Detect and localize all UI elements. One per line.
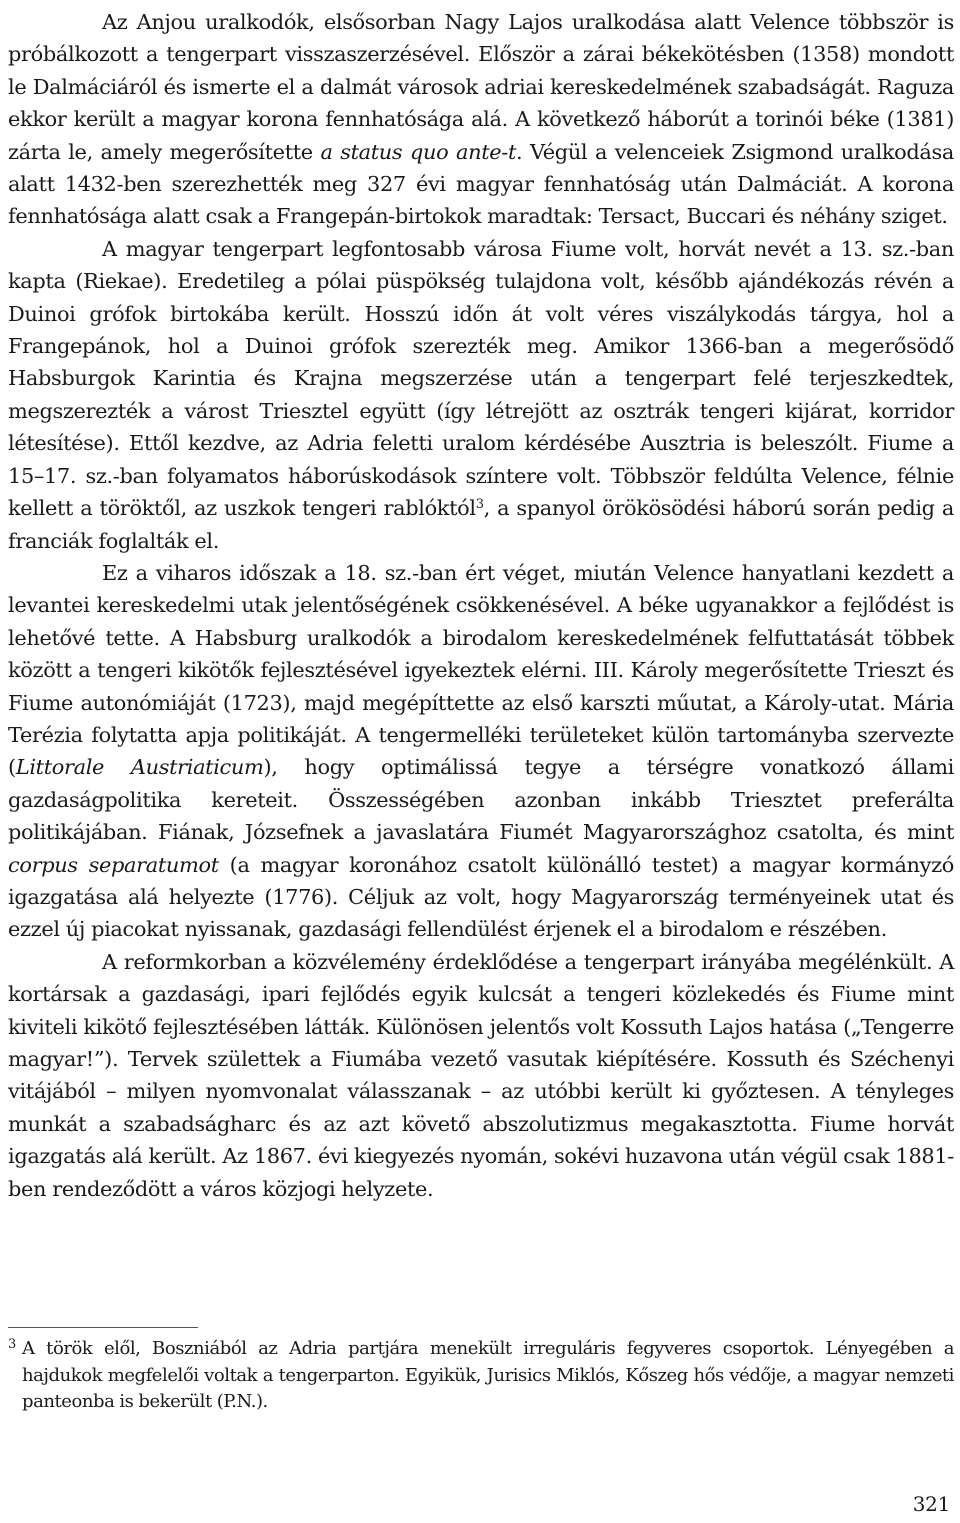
text-run: ), hogy optimálissá tegye a térségre vonatkozó állami gazdaságpolitika kereteit. Összességében azonban inkább Triesztet preferálta politikájában. Fiának, Józsefnek a javaslatára Fiumét Magyarországhoz csatolta, és mint — [8, 755, 954, 845]
text-run: A magyar tengerpart legfontosabb városa Fiume volt, horvát nevét a 13. sz.-ban kapta (Riekae). Eredetileg a pólai püspökség tulajdona volt, később ajándékozás révén a Duinoi grófok birtokába került. Hosszú időn át volt véres viszálykodás tárgya, hol a Frangepánok, hol a Duinoi grófok szerezték meg. Amikor 1366-ban a megerősödő Habsburgok Karintia és Krajna megszerzése után a tengerpart felé terjeszkedtek, megszerezték a várost Triesztel együtt (így létrejött az osztrák tengeri kijárat, korridor létesítése). Ettől kezdve, az Adria feletti uralom kérdésébe Ausztria is beleszólt. Fiume a 15–17. sz.-ban folyamatos háborúskodások színtere volt. Többször feldúlta Velence, félnie kellett a töröktől, az uszkok tengeri rablóktól — [8, 236, 954, 521]
footnote-text: A török elől, Boszniából az Adria partjára menekült irreguláris fegyveres csoportok. Lényegében a hajdukok megfelelői voltak a tengerparton. Egyikük, Jurisics Miklós, Kőszeg hős védője, a magyar nemzeti panteonba is bekerült (P.N.). — [22, 1338, 954, 1412]
text-run: Az Anjou uralkodók, elsősorban Nagy Lajos uralkodása alatt Velence többször is próbálkozott a tengerpart visszaszerzésével. Először a zárai békekötésben (1358) mondott le Dalmáciáról és ismerte el a dalmát városok adriai kereskedelmének szabadságát. Raguza ekkor került a magyar korona fennhatósága alá. A következő háborút a torinói béke (1381) zárta le, amely megerősítette — [8, 10, 954, 164]
text-run: , a spanyol örökösödési háború során pedig a franciák foglalták el. — [8, 496, 954, 553]
italic-text: Littorale Austriaticum — [15, 755, 264, 780]
text-run: . Végül a velenceiek Zsigmond uralkodása alatt 1432-ben szerezhették meg 327 évi magyar fennhatóság után Dalmáciát. A korona fennhatósága alatt csak a Frangepán-birtokok maradtak: Tersact, Buccari és néhány sziget. — [8, 139, 955, 229]
paragraph — [8, 6, 954, 233]
text-run: A reformkorban a közvélemény érdeklődése a tengerpart irányába megélénkült. A kortársak a gazdasági, ipari fejlődés egyik kulcsát a tengeri közlekedés és Fiume mint kiviteli kikötő fejlesztésében látták. Különösen jelentős volt Kossuth Lajos hatása („Tengerre magyar!”). Tervek születtek a Fiumába vezető vasutak kiépítésére. Kossuth és Széchenyi vitájából – milyen nyomvonalat válasszanak – az utóbbi került ki győztesen. A tényleges munkát a szabadságharc és az azt követő abszolutizmus megakasztotta. Fiume horvát igazgatás alá került. Az 1867. évi kiegyezés nyomán, sokévi huzavona után végül csak 1881-ben rendeződött a város közjogi helyzete. — [8, 949, 954, 1201]
body-text — [8, 6, 954, 1205]
footnote — [8, 1336, 954, 1416]
italic-text: a status quo ante-t — [320, 139, 517, 164]
footnote-mark: 3 — [8, 1337, 16, 1352]
text-run: Ez a viharos időszak a 18. sz.-ban ért véget, miután Velence hanyatlani kezdett a levantei kereskedelmi utak jelentőségének csökkenésével. A béke ugyanakkor a fejlődést is lehetővé tette. A Habsburg uralkodók a birodalom kereskedelmének felfuttatását többek között a tengeri kikötők fejlesztésével igyekeztek elérni. III. Károly megerősítette Trieszt és Fiume autonómiáját (1723), majd megépíttette az első karszti műutat, a Károly-utat. Mária Terézia folytatta apja politikáját. A tengermelléki területeket külön tartományba szervezte ( — [8, 560, 954, 780]
paragraph — [8, 946, 954, 1205]
footnote-reference: 3 — [475, 497, 484, 513]
text-run: (a magyar koronához csatolt különálló testet) a magyar kormányzó igazgatása alá helyezte (1776). Céljuk az volt, hogy Magyarország terményeinek utat és ezzel új piacokat nyissanak, gazdasági fellendülést érjenek el a birodalom e részében. — [8, 852, 955, 942]
page-number: 321 — [912, 1492, 950, 1516]
paragraph — [8, 233, 954, 557]
italic-text: corpus separatumot — [8, 852, 219, 877]
footnote-rule — [8, 1327, 198, 1328]
paragraph — [8, 557, 954, 946]
